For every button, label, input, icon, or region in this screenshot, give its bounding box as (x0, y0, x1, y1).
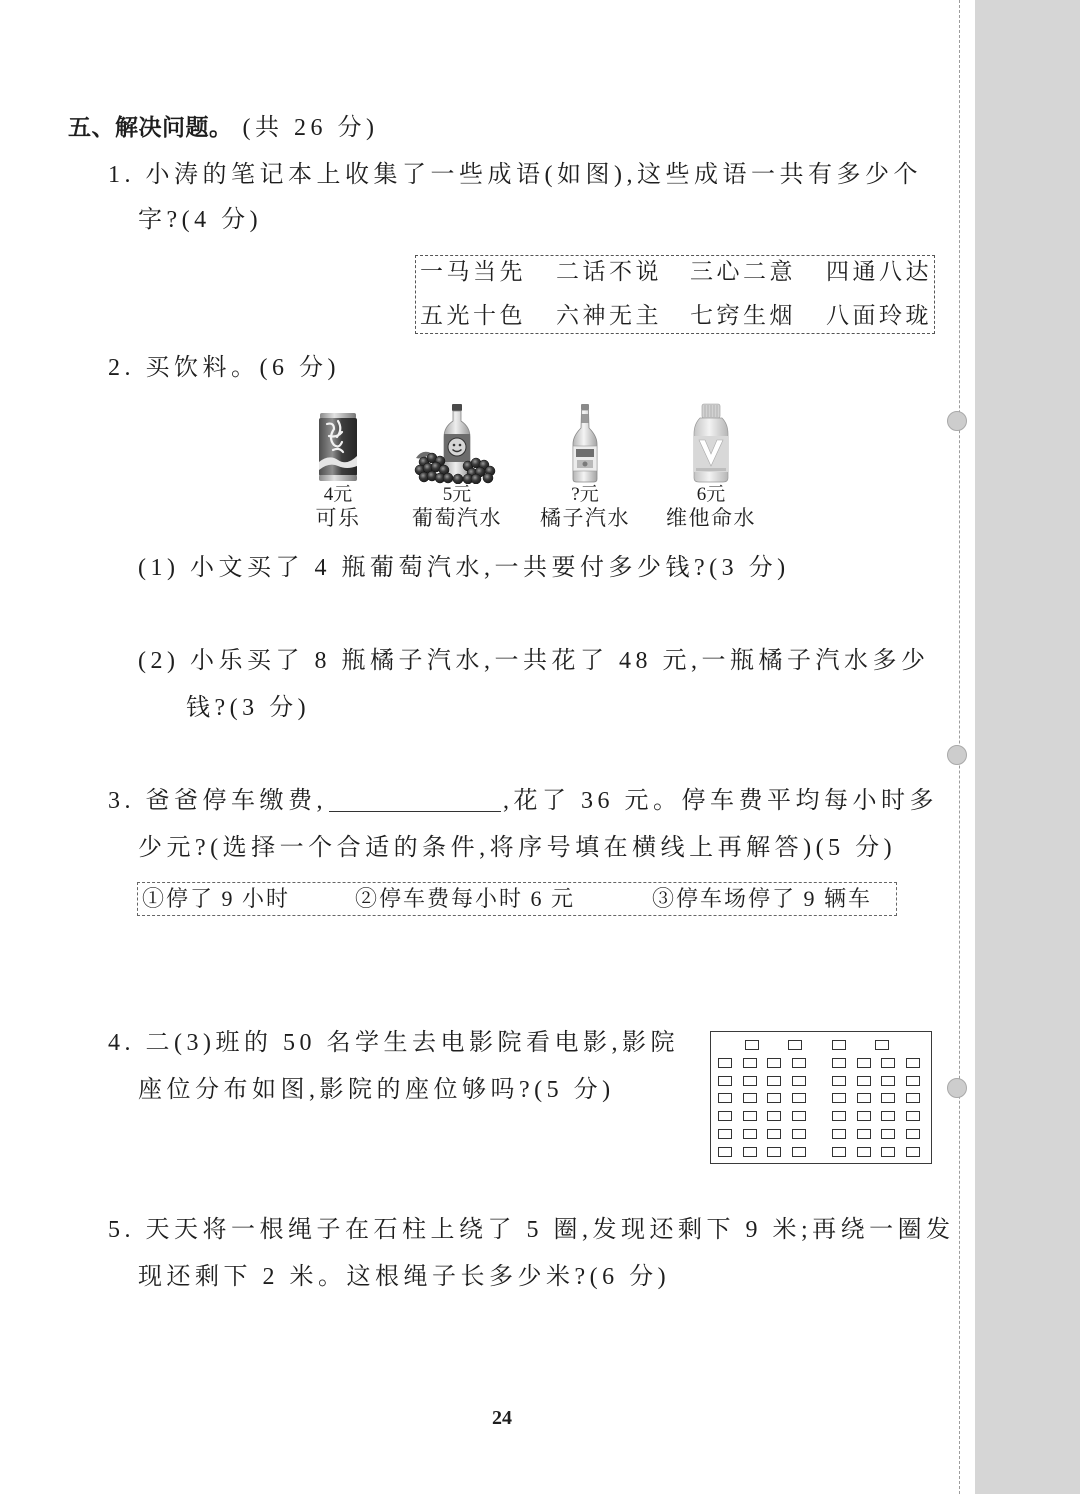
seat (832, 1147, 846, 1157)
idiom: 三心二意 (690, 259, 796, 284)
seat (857, 1147, 871, 1157)
drink-price: 5元 (442, 484, 472, 505)
seat (792, 1093, 806, 1103)
seat (881, 1076, 895, 1086)
question-3-text-after-blank: ,花了 36 元。停车费平均每小时多 (503, 788, 938, 814)
seat (743, 1076, 757, 1086)
grape-soda-bottle-icon (412, 400, 502, 484)
seat (718, 1058, 732, 1068)
section-heading (68, 113, 378, 143)
seat (792, 1076, 806, 1086)
seat (906, 1093, 920, 1103)
question-1-line-1: 1. 小涛的笔记本上收集了一些成语(如图),这些成语一共有多少个 (108, 162, 922, 188)
condition-option: ②停车费每小时 6 元 (355, 886, 576, 911)
front-row-seat (875, 1040, 889, 1050)
question-2-sub-1: (1) 小文买了 4 瓶葡萄汽水,一共要付多少钱?(3 分) (138, 555, 790, 581)
seat (857, 1093, 871, 1103)
drink-name: 维他命水 (666, 506, 756, 530)
orange-soda-bottle-icon (540, 400, 630, 484)
drink-grape-soda (397, 400, 517, 530)
question-2-title: 2. 买饮料。(6 分) (108, 355, 340, 381)
seat (906, 1147, 920, 1157)
drink-name: 葡萄汽水 (412, 506, 502, 530)
seat (881, 1129, 895, 1139)
answer-blank (329, 789, 501, 812)
seat (857, 1076, 871, 1086)
question-5-line-1: 5. 天天将一根绳子在石柱上绕了 5 圈,发现还剩下 9 米;再绕一圈发 (108, 1217, 955, 1243)
seat (718, 1129, 732, 1139)
idiom: 五光十色 (420, 303, 526, 328)
question-5-line-2: 现还剩下 2 米。这根绳子长多少米?(6 分) (138, 1264, 671, 1290)
front-row-seat (745, 1040, 759, 1050)
seat (881, 1111, 895, 1121)
front-row-seat (788, 1040, 802, 1050)
question-4-line-1: 4. 二(3)班的 50 名学生去电影院看电影,影院 (108, 1030, 679, 1056)
seat (718, 1147, 732, 1157)
idiom: 二话不说 (556, 259, 662, 284)
seat (906, 1058, 920, 1068)
drink-name: 可乐 (315, 506, 361, 530)
seat (906, 1076, 920, 1086)
seat (743, 1147, 757, 1157)
seat (832, 1093, 846, 1103)
seat (767, 1093, 781, 1103)
binding-hole-icon (947, 411, 967, 431)
drink-cola (278, 400, 398, 530)
seat (767, 1129, 781, 1139)
section-points: (共 26 分) (242, 115, 379, 141)
drink-name: 橘子汽水 (540, 506, 630, 530)
seat (743, 1093, 757, 1103)
seat (767, 1111, 781, 1121)
question-3-line-1 (108, 786, 938, 816)
drink-price: 6元 (696, 484, 726, 505)
page-number: 24 (492, 1407, 512, 1429)
seat (792, 1147, 806, 1157)
question-3-line-2: 少元?(选择一个合适的条件,将序号填在横线上再解答)(5 分) (138, 835, 897, 861)
seat (767, 1147, 781, 1157)
seat (906, 1129, 920, 1139)
drink-price: ?元 (571, 484, 599, 505)
question-2-sub-2-line-1: (2) 小乐买了 8 瓶橘子汽水,一共花了 48 元,一瓶橘子汽水多少 (138, 648, 930, 674)
question-3-text-before-blank: 3. 爸爸停车缴费, (108, 788, 327, 814)
seat (743, 1058, 757, 1068)
drink-vitamin-water (651, 400, 771, 530)
seat (881, 1147, 895, 1157)
binding-hole-icon (947, 1078, 967, 1098)
idiom-box (415, 255, 935, 334)
seat (767, 1058, 781, 1068)
idiom: 六神无主 (556, 303, 662, 328)
binding-margin-strip (975, 0, 1080, 1494)
seat (832, 1058, 846, 1068)
seat (792, 1111, 806, 1121)
question-4-line-2: 座位分布如图,影院的座位够吗?(5 分) (138, 1077, 615, 1103)
seat (767, 1076, 781, 1086)
seat (718, 1093, 732, 1103)
cinema-seat-map (710, 1031, 932, 1164)
seat (718, 1111, 732, 1121)
cola-can-icon (293, 400, 383, 484)
seat (857, 1111, 871, 1121)
drink-orange-soda (525, 400, 645, 530)
seat (832, 1076, 846, 1086)
condition-options-box (137, 882, 897, 916)
vitamin-water-bottle-icon (666, 400, 756, 484)
seat (718, 1076, 732, 1086)
idiom: 四通八达 (826, 259, 932, 284)
seat (881, 1058, 895, 1068)
seat (832, 1111, 846, 1121)
seat (743, 1129, 757, 1139)
seat (792, 1058, 806, 1068)
question-2-sub-2-line-2: 钱?(3 分) (186, 695, 311, 721)
idiom: 八面玲珑 (826, 303, 932, 328)
seat (906, 1111, 920, 1121)
binding-hole-icon (947, 745, 967, 765)
seat (857, 1058, 871, 1068)
seat (792, 1129, 806, 1139)
front-row-seat (832, 1040, 846, 1050)
idiom: 七窍生烟 (690, 303, 796, 328)
idiom: 一马当先 (420, 259, 526, 284)
seat (832, 1129, 846, 1139)
condition-option: ①停了 9 小时 (142, 886, 291, 911)
seat (743, 1111, 757, 1121)
seat (857, 1129, 871, 1139)
question-1-line-2: 字?(4 分) (138, 207, 263, 233)
condition-option: ③停车场停了 9 辆车 (652, 886, 873, 911)
drink-price: 4元 (323, 484, 353, 505)
section-title: 五、解决问题。 (68, 115, 233, 141)
seat (881, 1093, 895, 1103)
